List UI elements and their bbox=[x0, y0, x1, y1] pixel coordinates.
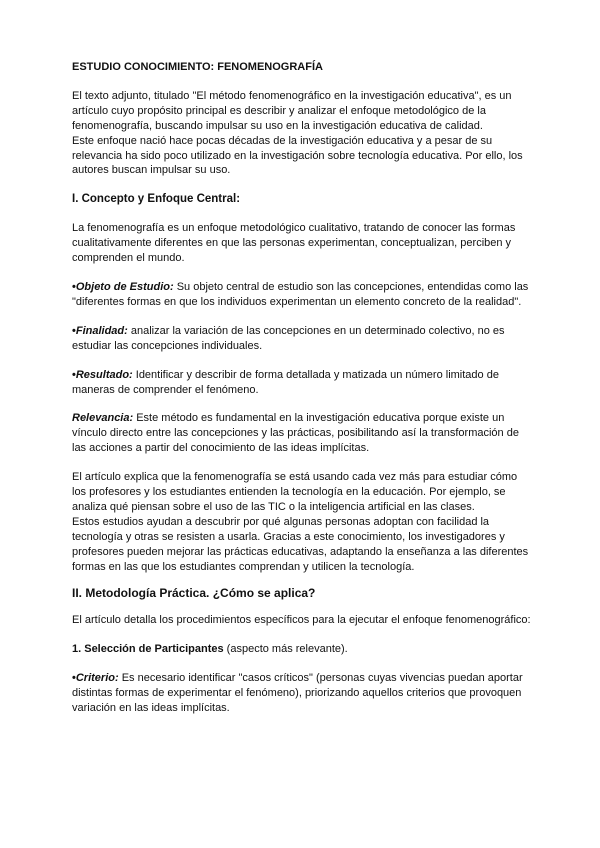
document-title: ESTUDIO CONOCIMIENTO: FENOMENOGRAFÍA bbox=[72, 61, 323, 73]
section-2-intro: El artículo detalla los procedimientos específicos para la ejecutar el enfoque fenomenográfico: bbox=[72, 614, 531, 627]
bullet-marker: • bbox=[72, 324, 76, 337]
relevancia-label: Relevancia: bbox=[72, 412, 134, 425]
bullet-objeto bbox=[72, 280, 534, 310]
section-2-heading: II. Metodología Práctica. ¿Cómo se aplica? bbox=[72, 586, 316, 601]
technology-paragraph-2: Estos estudios ayudan a descubrir por qué algunas personas adoptan con facilidad la tecnología y otras se resisten a usarla. Gracias a este conocimiento, los investigadores y profesores pueden mejorar las prácticas educativas, adaptando la enseñanza a las diferentes formas en las que los estudiantes comprendan y utilicen la tecnología. bbox=[72, 515, 529, 573]
relevancia-text: Este método es fundamental en la investigación educativa porque existe un vínculo directo entre las concepciones y las prácticas, posibilitando así la transformación de las acciones a partir del conocimiento de las ideas implícitas. bbox=[72, 412, 519, 455]
objeto-text: Su objeto central de estudio son las concepciones, entendidas como las "diferentes formas en que los individuos experimentan un elemento concreto de la realidad". bbox=[72, 280, 529, 308]
subsection-1 bbox=[72, 642, 534, 657]
bullet-marker: • bbox=[72, 368, 76, 381]
document-page bbox=[72, 60, 534, 716]
bullet-resultado bbox=[72, 368, 534, 398]
finalidad-text: analizar la variación de las concepciones en un determinado colectivo, no es estudiar las concepciones individuales. bbox=[72, 324, 505, 352]
intro-paragraph-2: Este enfoque nació hace pocas décadas de la investigación educativa y a pesar de su relevancia ha sido poco utilizado en la investigación sobre tecnología educativa. Por ello, los autores buscan impulsar su uso. bbox=[72, 134, 523, 177]
intro-paragraph-1: El texto adjunto, titulado "El método fenomenográfico en la investigación educativa", es un artículo cuyo propósito principal es describir y analizar el enfoque metodológico de la fenomenografía, buscando impulsar su uso en la investigación educativa de calidad. bbox=[72, 89, 512, 132]
section-1-heading: I. Concepto y Enfoque Central: bbox=[72, 193, 241, 206]
criterio-text: Es necesario identificar "casos críticos" (personas cuyas vivencias puedan aportar distintas formas de experimentar el fenómeno), priorizando aquellos criterios que provoquen variación en las ideas implícitas. bbox=[72, 672, 523, 714]
bullet-finalidad bbox=[72, 324, 534, 354]
definition-paragraph: La fenomenografía es un enfoque metodológico cualitativo, tratando de conocer las formas cualitativamente diferentes en que las personas experimentan, conceptualizan, perciben y comprenden el mundo. bbox=[72, 222, 516, 265]
technology-paragraph-1: El artículo explica que la fenomenografía se está usando cada vez más para estudiar cómo los profesores y los estudiantes entienden la tecnología en la educación. Por ejemplo, se analiza qué piensan sobre el uso de las TIC o la inteligencia artificial en las clases. bbox=[72, 471, 518, 513]
resultado-label: Resultado: bbox=[75, 368, 133, 381]
subsection-1-label: 1. Selección de Participantes bbox=[72, 643, 224, 656]
relevancia-paragraph bbox=[72, 411, 534, 456]
resultado-text: Identificar y describir de forma detallada y matizada un número limitado de maneras de comprender el fenómeno. bbox=[72, 368, 499, 396]
bullet-marker: • bbox=[72, 672, 76, 685]
subsection-1-text: (aspecto más relevante). bbox=[223, 643, 348, 656]
finalidad-label: Finalidad: bbox=[75, 324, 128, 337]
objeto-label: Objeto de Estudio: bbox=[75, 280, 174, 293]
bullet-marker: • bbox=[72, 280, 76, 293]
criterio-label: Criterio: bbox=[75, 672, 119, 685]
bullet-criterio bbox=[72, 671, 534, 716]
